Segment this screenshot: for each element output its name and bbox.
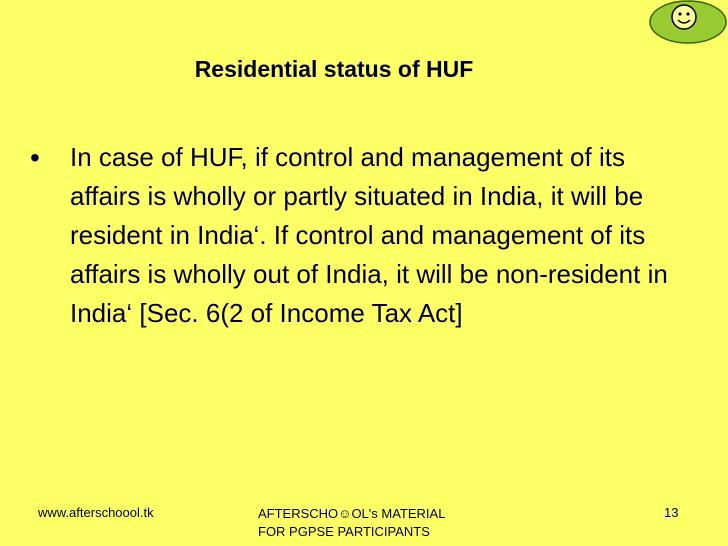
slide-title-text: Residential status of HUF	[194, 56, 474, 82]
footer-material	[258, 505, 478, 541]
footer-page-number: 13	[664, 505, 679, 520]
footer-website: www.afterschoool.tk	[38, 505, 154, 520]
footer-material-line2: FOR PGPSE PARTICIPANTS	[258, 524, 430, 539]
bullet-list	[30, 138, 690, 333]
bullet-text: In case of HUF, if control and management of its affairs is wholly or partly situated in India, it will be resident in India‘. If control and management of its affairs is wholly out of India, it will be non-resident in India‘ [Sec. 6(2 of Income Tax Act]	[70, 142, 668, 328]
bullet-marker: •	[30, 142, 40, 173]
footer-material-line1: AFTERSCHO☺OL's MATERIAL	[258, 506, 446, 521]
smiley-logo-icon	[648, 0, 728, 46]
slide-title	[0, 56, 728, 83]
logo	[648, 0, 728, 46]
